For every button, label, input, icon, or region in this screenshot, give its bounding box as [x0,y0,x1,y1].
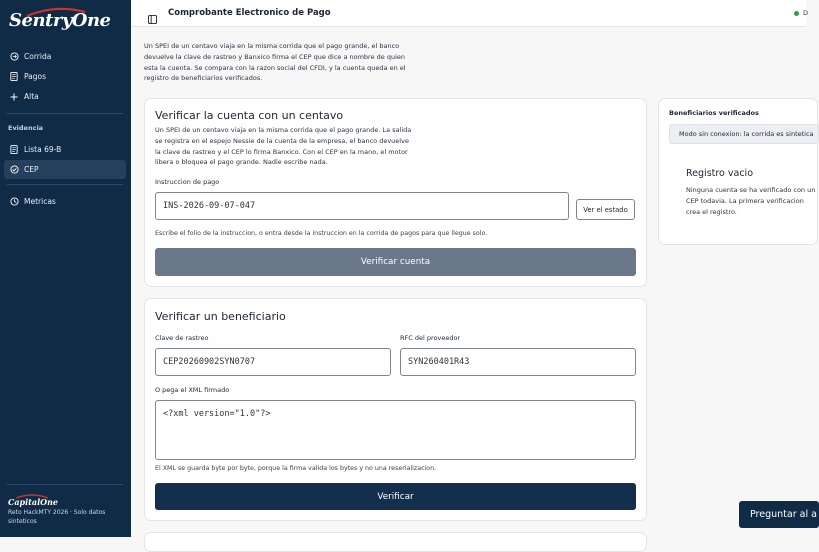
circle-arrow-icon [4,52,24,61]
verified-beneficiaries-title: Beneficiarios verificados [669,109,759,117]
sidebar-item-label: CEP [24,165,39,174]
logo-text: SentryOne [9,10,111,31]
offline-mode-notice: Modo sin conexion: la corrida es sintetica [669,124,819,144]
sidebar-item-alta[interactable] [4,87,126,106]
next-card [144,532,647,552]
page-title: Comprobante Electronico de Pago [168,8,331,18]
sidebar-divider [7,484,123,485]
empty-registry-description: Ninguna cuenta se ha verificado con un CEP todavia. La primera verificacion crea el registro. [686,186,816,216]
connection-status [794,9,808,17]
xml-label: O pega el XML firmado [155,386,230,394]
sidebar-item-cep[interactable] [4,160,126,179]
plus-icon [4,93,24,101]
intro-text: Un SPEI de un centavo viaja en la misma corrida que el pago grande, el banco devuelve la clave de rastreo y Banxico firma el CEP que dice a nombre de quien esta la cuenta. Se compara con la razon social del CFDI, y la cuenta queda en el registro de beneficiarios verificados. [144,42,406,83]
check-circle-icon [4,165,24,174]
sidebar-item-label: Pagos [24,72,47,81]
verify-account-button[interactable]: Verificar cuenta [155,248,636,276]
instruction-label: Instruccion de pago [155,178,220,186]
sidebar-item-metricas[interactable] [4,192,126,211]
sidebar-item-label: Alta [24,92,39,101]
instruction-input[interactable]: INS-2026-09-07-047 [155,192,569,220]
clock-icon [4,197,24,206]
xml-textarea[interactable]: <?xml version="1.0"?> [155,400,636,460]
sidebar-section-evidencia: Evidencia [8,124,44,132]
sidebar-item-label: Corrida [24,52,52,61]
sidebar-divider [7,184,123,185]
svg-text:CapitalOne: CapitalOne [8,497,58,507]
footer-text: Reto HackMTY 2026 · Solo datos sinteticos [8,509,106,525]
verify-button[interactable]: Verificar [155,483,636,510]
topbar [131,0,809,27]
tracking-key-label: Clave de rastreo [155,334,209,342]
sidebar-divider [7,113,123,114]
instruction-hint: Escribe el folio de la instruccion, o entra desde la instruccion en la corrida de pagos para que llegue solo. [155,230,488,237]
rfc-label: RFC del proveedor [400,334,461,342]
sidebar-item-lista-69b[interactable] [4,140,126,159]
document-icon [4,145,24,154]
status-text: D [803,9,809,17]
sentryone-logo[interactable] [9,7,111,33]
sidebar-item-pagos[interactable] [4,67,126,86]
verify-cent-title: Verificar la cuenta con un centavo [155,109,344,122]
sidebar-item-label: Lista 69-B [24,145,62,154]
view-status-button[interactable]: Ver el estado [576,199,635,220]
status-dot-icon [794,11,799,16]
xml-hint: El XML se guarda byte por byte, porque la firma valida los bytes y no una reserializacion. [155,465,437,472]
document-icon [4,72,24,81]
rfc-input[interactable]: SYN260401R43 [400,348,636,376]
verify-cent-description: Un SPEI de un centavo viaja en la misma corrida que el pago grande. La salida se registra en el espejo Nessie de la cuenta de la empresa, el banco devuelve la clave de rastreo y el CEP lo firma Banxico. Con el CEP en la mano, el motor libera o bloquea el pago grande. Nadie escribe nada. [155,126,412,167]
empty-registry-title: Registro vacio [686,168,754,179]
sidebar [0,0,131,537]
capitalone-logo [8,491,58,510]
verify-beneficiary-title: Verificar un beneficiario [155,310,286,323]
sidebar-item-corrida[interactable] [4,47,126,66]
sidebar-toggle-icon[interactable] [148,9,157,28]
sidebar-item-label: Metricas [24,197,56,206]
tracking-key-input[interactable]: CEP20260902SYN0707 [155,348,391,376]
ask-assistant-button[interactable]: Preguntar al a [739,501,819,528]
